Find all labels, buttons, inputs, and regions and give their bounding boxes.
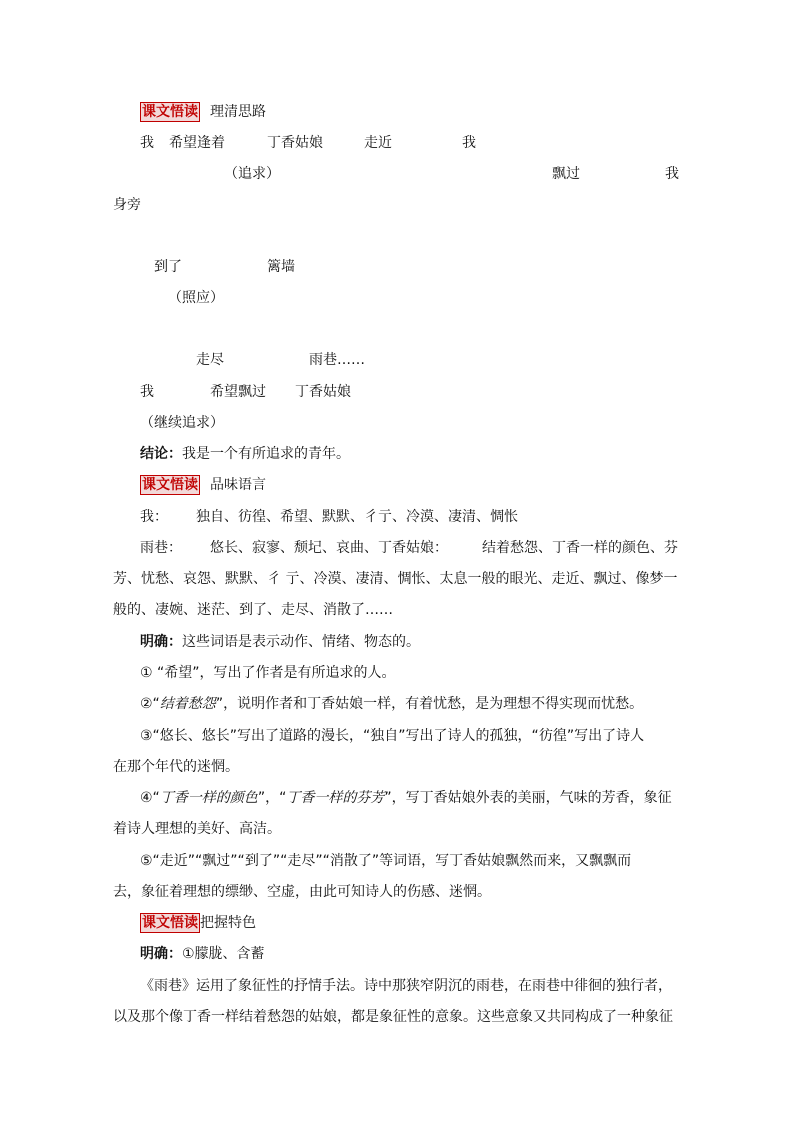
wo-label: 我：	[140, 509, 168, 525]
wo-words: 独自、彷徨、希望、默默、彳亍、冷漠、凄清、惆怅	[196, 509, 518, 525]
point-5: ⑤“走近”“飘过”“到了”“走尽”“消散了”等词语，写丁香姑娘飘然而来，又飘飘而	[140, 853, 632, 869]
outline-word: 雨巷……	[309, 352, 365, 368]
section-title: 理清思路	[210, 104, 266, 120]
conclusion-text: 我是一个有所追求的青年。	[182, 446, 350, 462]
yuxiang-words: 悠长、寂寥、颓圮、哀曲、丁香姑娘：	[210, 540, 448, 556]
outline-note: （继续追求）	[140, 415, 224, 431]
section-tag: 课文悟读	[142, 477, 198, 493]
answer-label: 明确：	[140, 946, 182, 962]
section-title: 把握特色	[200, 915, 256, 931]
outline-word: 飘过	[552, 166, 580, 182]
outline-word: 我	[140, 384, 154, 400]
outline-word: 希望逢着	[169, 135, 225, 151]
outline-word: 身旁	[113, 197, 141, 213]
answer-text: 这些词语是表示动作、情绪、物态的。	[182, 634, 420, 650]
conclusion-label: 结论：	[140, 446, 182, 462]
answer-text: ①朦胧、含蓄	[182, 946, 265, 962]
point-3-cont: 在那个年代的迷惘。	[113, 759, 239, 775]
point-quote: 丁香一样的芬芳	[286, 790, 385, 806]
outline-word: 走近	[364, 135, 392, 151]
point-5-cont: 去，象征着理想的缥缈、空虚，由此可知诗人的伤感、迷惘。	[113, 884, 491, 900]
point-text: ”，写丁香姑娘外表的美丽，气味的芳香，象征	[384, 790, 672, 806]
point-2	[140, 694, 643, 714]
conclusion	[140, 444, 350, 464]
outline-word: 丁香姑娘	[295, 384, 351, 400]
section-tag: 课文悟读	[142, 915, 198, 931]
point-3: ③“悠长、悠长”写出了道路的漫长，“独自”写出了诗人的孤独，“彷徨”写出了诗人	[140, 728, 645, 744]
outline-word: 希望飘过	[210, 384, 266, 400]
outline-word: 我	[462, 135, 476, 151]
outline-word: 丁香姑娘	[267, 135, 323, 151]
yuxiang-label: 雨巷：	[140, 540, 182, 556]
point-4-cont: 着诗人理想的美好、高洁。	[113, 821, 281, 837]
point-quote: 丁香一样的颜色	[159, 790, 258, 806]
outline-word: 我	[665, 166, 679, 182]
point-text: ”，“	[257, 790, 287, 806]
yuxiang-words: 结着愁怨、丁香一样的颜色、芬	[482, 540, 678, 556]
answer	[140, 944, 265, 964]
point-4	[140, 788, 672, 808]
yuxiang-words: 般的、凄婉、迷茫、到了、走尽、消散了……	[113, 602, 393, 618]
section-title: 品味语言	[210, 477, 266, 493]
point-text: ④“	[140, 790, 160, 806]
point-1: ① “希望”，写出了作者是有所追求的人。	[140, 665, 396, 681]
section-heading-2	[140, 475, 266, 495]
outline-word: 篱墙	[267, 259, 295, 275]
outline-note: （照应）	[168, 290, 224, 306]
body-paragraph: 《雨巷》运用了象征性的抒情手法。诗中那狭窄阴沉的雨巷，在雨巷中徘徊的独行者，	[140, 978, 672, 994]
yuxiang-words: 芳、忧愁、哀怨、默默、彳 亍、冷漠、凄清、惆怅、太息一般的眼光、走近、飘过、像梦一	[113, 571, 678, 587]
outline-note: （追求）	[224, 166, 280, 182]
point-text: ”，说明作者和丁香姑娘一样，有着忧愁，是为理想不得实现而忧愁。	[215, 696, 644, 712]
section-tag: 课文悟读	[142, 104, 198, 120]
body-paragraph-cont: 以及那个像丁香一样结着愁怨的姑娘，都是象征性的意象。这些意象又共同构成了一种象征	[113, 1009, 673, 1025]
answer-label: 明确：	[140, 634, 182, 650]
point-text: ②“	[140, 696, 160, 712]
section-heading-1	[140, 102, 266, 122]
section-heading-3	[140, 913, 256, 933]
outline-word: 到了	[154, 259, 182, 275]
answer	[140, 632, 420, 652]
outline-word: 走尽	[196, 352, 224, 368]
point-quote: 结着愁怨	[159, 696, 216, 712]
outline-word: 我	[140, 135, 154, 151]
